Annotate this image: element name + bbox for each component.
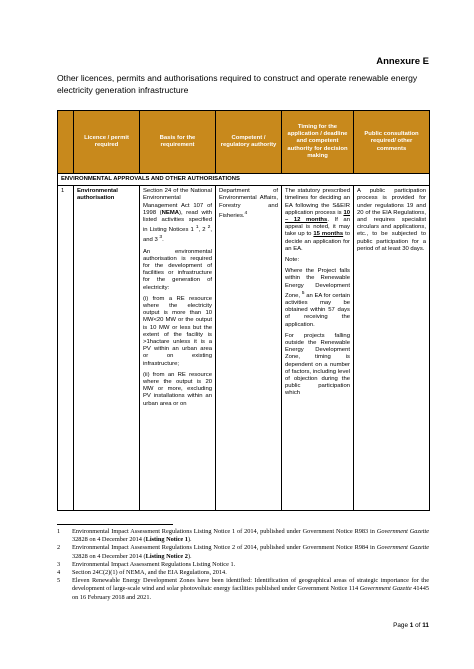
- timing-cell: [282, 186, 354, 511]
- header-num: [58, 111, 74, 174]
- basis-intro: [143, 188, 212, 244]
- header-timing: Timing for the application / deadline and competent authority for decision making: [282, 111, 354, 174]
- footnote-part: 32828 on 4 December 2014 (: [72, 536, 146, 544]
- timing-text: an EA for certain activities may be obtained within 57 days of receiving the application.: [285, 292, 351, 328]
- licence-cell: Environmental authorisation: [74, 186, 140, 511]
- annexure-title: Annexure E: [376, 56, 429, 67]
- authority-cell: [216, 186, 282, 511]
- footnote-number: 4: [57, 569, 61, 577]
- footnote-part: ).: [187, 552, 192, 560]
- row-number: 1: [58, 186, 74, 511]
- timing-text: The statutory prescribed timelines for deciding an EA following the S&EIR application process is: [285, 188, 350, 216]
- page-current: 1: [409, 622, 414, 629]
- page-label: Page: [393, 622, 410, 629]
- footnote-part: Environmental Impact Assessment Regulations Listing Notice 2 of 2014, published under Government Notice R984 in: [72, 544, 377, 552]
- table-header-row: [58, 111, 430, 174]
- timing-text: . If an appeal is noted, it may take up to: [285, 217, 350, 238]
- footnote-part: 32828 on 4 December 2014 (: [72, 552, 146, 560]
- timing-text: to decide an application for an EA.: [285, 231, 350, 252]
- section-heading: ENVIRONMENTAL APPROVALS AND OTHER AUTHORISATIONS: [58, 174, 430, 186]
- basis-cell: [140, 186, 216, 511]
- basis-paragraph: (i) from a RE resource where the electricity output is more than 10 MW<20 MW or the output is 10 MW or less but the extent of the facility is >1hactare unless it is a PV within an urban area or on existing infrastructure;: [143, 295, 212, 367]
- footnote: [57, 569, 429, 577]
- footnotes: [57, 528, 429, 602]
- footnote-number: 5: [57, 577, 61, 585]
- header-consultation: Public consultation required/ other comments: [354, 111, 430, 174]
- basis-text: Section 24 of the National Environmental Management Act 107 of 1998 (: [143, 188, 212, 216]
- header-authority: Competent / regulatory authority: [216, 111, 282, 174]
- footnote-number: 2: [57, 544, 61, 552]
- timing-emphasis: 10 – 12 months: [285, 209, 350, 224]
- footnote-text: [72, 569, 429, 577]
- licences-table: [57, 110, 430, 511]
- timing-text: Where the Project falls within the Renewable Energy Development Zone,: [285, 268, 350, 299]
- footnote-part: Environmental Impact Assessment Regulations Listing Notice 1 of 2014, published under Government Notice R983 in: [72, 528, 377, 535]
- footnote-italic: Government Gazette: [359, 585, 412, 593]
- footnote-ref: 2: [207, 225, 211, 231]
- footnote: [57, 528, 429, 544]
- basis-text: , and 3: [143, 227, 212, 244]
- footnote: [57, 561, 429, 569]
- footnote-part: ).: [187, 536, 192, 544]
- footnote-ref: 1: [195, 225, 199, 231]
- page-sep: of: [413, 622, 423, 629]
- timing-paragraph: [285, 188, 350, 253]
- footnote-divider: [57, 524, 173, 525]
- basis-text: , 2: [198, 227, 208, 234]
- footnote-ref: 4: [244, 210, 248, 216]
- footnote-number: 1: [57, 528, 61, 535]
- intro-paragraph: Other licences, permits and authorisations required to construct and operate renewable energy electricity generation infrastructure: [57, 73, 418, 95]
- timing-paragraph: For projects falling outside the Renewable Energy Development Zone, timing is dependent on a number of factors, including level of objection during the public participation which: [285, 332, 350, 397]
- footnote-text: [72, 577, 429, 602]
- footnote-part: 41445 on 16 February 2018 and 2021.: [72, 585, 429, 601]
- header-licence: Licence / permit required: [74, 111, 140, 174]
- footnote: [57, 544, 429, 560]
- footnote-text: [72, 544, 429, 560]
- footnote-bold: Listing Notice 1: [145, 536, 188, 544]
- section-row: [58, 174, 430, 186]
- footnote-part: Section 24C(2)(1) of NEMA, and the EIA Regulations, 2014.: [72, 569, 227, 577]
- timing-note-label: Note:: [285, 257, 300, 264]
- header-basis: Basis for the requirement: [140, 111, 216, 174]
- authority-text: Department of Environmental Affairs, Forestry and Fisheries.: [219, 188, 278, 219]
- basis-text: .: [162, 237, 164, 244]
- page-number: [393, 622, 429, 629]
- table-row: [58, 186, 430, 511]
- nema-term: NEMA: [161, 209, 179, 216]
- footnote-italic: Government Gazette: [376, 528, 429, 535]
- footnote-ref: 3: [159, 235, 163, 241]
- timing-emphasis: 15 months: [313, 231, 344, 238]
- page-total: 11: [422, 622, 429, 629]
- footnote-text: [72, 528, 429, 544]
- basis-text: ), read with listed activities specified in Listing Notices 1: [143, 209, 213, 234]
- footnote-part: Eleven Renewable Energy Development Zones have been identified: Identification of geographical areas of strategic importance for the development of large-scale wind and solar photovoltaic energy facilities published under Government Notice 114: [72, 577, 429, 593]
- footnote-text: [72, 561, 429, 569]
- basis-paragraph: An environmental authorisation is required for the development of facilities or infrastructure for the generation of electricity:: [143, 248, 212, 291]
- basis-paragraph: (ii) from an RE resource where the output is 20 MW or more, excluding PV installations within an urban area or on: [143, 371, 212, 407]
- footnote-ref: 5: [301, 290, 305, 296]
- consultation-cell: A public participation process is provided for under regulations 19 and 20 of the EIA Regulations, and requires specialist circulars and applications, etc., to be subjected to public participation for a period of at least 30 days.: [354, 186, 430, 511]
- footnote-number: 3: [57, 560, 61, 568]
- footnote-bold: Listing Notice 2: [145, 552, 188, 560]
- footnote: [57, 577, 429, 602]
- footnote-part: Environmental Impact Assessment Regulations Listing Notice 1.: [72, 560, 236, 568]
- footnote-italic: Government Gazette: [376, 544, 429, 552]
- timing-paragraph: [285, 268, 350, 329]
